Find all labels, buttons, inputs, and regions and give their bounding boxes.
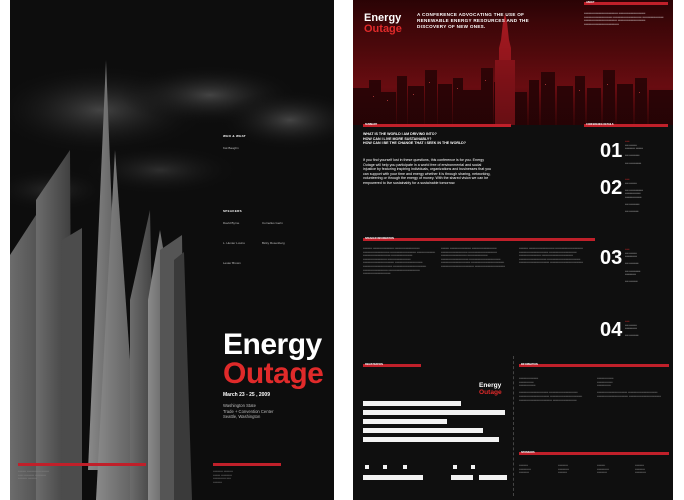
info-bar [519,364,669,367]
logo-line-energy: Energy [364,12,402,24]
schedule-block: ▪▪▪▪▪ ▪▪▪▪ ▪▪▪▪▪▪▪▪ ▪▪▪▪ ▪▪▪▪▪▪▪▪▪▪▪▪▪▪▪ ▪▪▪▪▪▪▪▪▪▪▪▪▪▪▪▪▪ ▪▪▪▪▪▪▪▪▪▪▪▪▪▪▪▪▪▪ ▪▪▪▪ ▪▪▪▪▪▪▪▪▪▪▪ ▪▪▪▪ ▪▪▪▪▪▪▪▪▪▪ [625,178,644,214]
day-number: 03 [600,247,623,269]
sponsor-entry: ▪▪▪▪▪▪▪▪▪▪▪ ▪▪▪▪▪▪▪▪▪▪▪▪ ▪▪▪▪▪▪▪▪▪▪ [558,464,570,475]
schedule-block: ▪▪▪▪▪ ▪▪▪▪ ▪▪▪▪▪▪▪▪ ▪▪▪▪▪▪▪▪▪▪▪▪▪ ▪▪▪▪ ▪▪▪▪▪▪▪▪▪▪ ▪▪▪▪ ▪▪▪▪▪▪▪▪▪▪▪▪ ▪▪▪▪▪▪▪▪▪▪▪▪ ▪▪▪▪ ▪▪▪▪▪▪▪▪▪ [625,248,641,284]
summary-label: SUMMARY [365,123,378,126]
title-line-outage: Outage [223,357,324,390]
registration-label: REGISTRATION [365,363,383,366]
venue-line: Trade + Convention Center [223,408,274,414]
reg-logo-line-outage: Outage [479,388,502,396]
skyscraper-artwork [10,0,334,500]
who-label: WHO & WHAT [223,134,246,138]
day-number: 02 [600,177,623,199]
form-checkbox[interactable] [471,465,475,469]
speaker-item: Cornelius Gerin [262,221,283,225]
question-line: HOW CAN I LIVE MORE SUSTAINABLY? [363,136,432,141]
speaker-item: Bicky Rosenberg [262,241,285,245]
sponsor-entry: ▪▪▪▪▪▪▪▪▪▪ ▪▪▪▪▪▪▪▪▪▪▪ ▪▪▪▪▪▪▪▪▪▪▪▪ [635,464,647,475]
speaker-item: Lester Brown [223,261,241,265]
event-date: March 23 - 25 , 2009 [223,392,270,398]
logo [364,13,402,35]
about-label: ABOUT [586,1,595,4]
info-text: ▪▪▪▪▪▪▪▪▪▪▪▪▪▪▪▪▪▪ ▪▪▪▪▪▪▪▪▪▪▪▪▪▪▪▪▪ ▪▪▪▪▪▪▪▪▪▪▪▪▪▪▪ ▪▪▪▪▪▪▪▪▪▪▪▪▪▪▪▪▪▪▪▪▪▪▪▪▪▪▪▪▪▪▪▪▪ ▪▪▪▪▪▪▪▪▪▪▪▪▪▪▪▪▪▪▪▪▪▪▪▪▪▪▪▪▪▪▪▪ ▪▪▪▪▪▪▪▪▪▪▪▪▪▪▪▪▪▪▪▪▪▪▪▪▪▪▪▪▪▪▪▪▪▪ ▪▪▪▪▪▪▪▪▪▪▪▪▪▪▪▪▪▪▪▪▪▪▪▪▪▪▪▪▪▪▪▪▪▪▪ [597,377,662,398]
about-text: ▪▪▪▪▪▪▪▪▪▪▪▪▪▪▪▪▪▪▪▪▪▪▪▪▪▪▪▪▪▪▪▪▪▪▪▪▪ ▪▪▪▪▪▪▪▪▪▪▪▪▪▪▪▪▪▪▪▪▪▪▪▪▪▪▪▪▪ ▪▪▪▪▪▪▪▪▪▪▪▪▪▪▪▪▪▪▪▪▪▪▪▪▪▪▪▪▪▪▪ ▪▪▪▪▪▪▪▪▪▪▪▪▪▪▪▪▪▪▪▪▪▪▪▪▪▪▪▪▪▪▪ ▪▪▪▪▪▪▪▪▪▪▪▪▪▪▪▪▪▪▪▪▪▪▪ ▪▪▪▪▪▪▪▪▪▪▪▪▪▪▪▪▪▪▪▪▪▪▪▪▪▪▪▪▪▪▪▪▪▪▪▪ ▪▪▪▪▪▪▪▪▪▪▪▪▪▪▪▪▪▪▪▪▪▪▪▪▪▪▪▪▪▪ ▪▪▪▪▪▪▪▪▪▪▪▪▪▪▪▪▪▪▪▪▪▪▪▪▪▪▪▪▪▪▪▪▪▪▪▪▪▪ [584,12,664,26]
footer-text: ▪▪▪▪▪▪▪▪▪▪▪ ▪▪▪▪▪▪▪▪▪▪ ▪▪▪▪▪▪▪▪ ▪▪▪▪▪▪▪▪▪▪▪▪ ▪▪▪▪▪▪▪▪▪▪▪▪▪▪ ▪▪▪▪▪ ▪▪▪▪▪▪▪▪▪▪ [213,470,234,484]
info-label: INFORMATION [521,363,538,366]
form-field[interactable] [363,419,447,424]
venue-line: Seattle, Washington [223,414,261,420]
tagline: A CONFERENCE ADVOCATING THE USE OF RENEWABLE ENERGY RESOURCES AND THE DISCOVERY OF NEW ONES. [417,12,530,29]
logo-line-outage: Outage [364,23,402,35]
cut-line [513,356,514,496]
intro-paragraph: If you find yourself lost in these questions, this conference is for you. Energy Outage will help you participate in a world free of environmental and social injustice by featuring inspiring individuals, organizations and businesses that you can support with your time and energy whether it is through sharing, networking, volunteering or through the energy of money. With the shared vision we can be empowered to live sustainably for a sustainable tomorrow. [363,158,492,185]
form-field[interactable] [363,475,423,480]
day-number: 01 [600,140,623,162]
event-venue [223,403,273,420]
summary-bar [363,124,511,127]
speaker-item: L. Hunter Lovins [223,241,245,245]
sponsor-entry: ▪▪▪▪▪▪▪▪▪ ▪▪▪▪▪▪▪▪▪▪▪▪▪ ▪▪▪▪▪▪▪▪▪▪▪ [597,464,609,475]
schedule-block: ▪▪▪▪▪ ▪▪▪▪ ▪▪▪▪▪▪▪▪ ▪▪▪▪▪▪▪▪▪▪▪ ▪▪▪▪▪▪▪▪ ▪▪▪▪ ▪▪▪▪▪▪▪▪▪▪▪ ▪▪▪▪ ▪▪▪▪▪▪▪▪▪▪▪▪▪ [625,140,644,165]
speaker-bio: ▪▪▪▪▪▪▪▪▪▪ ▪▪▪▪▪▪▪▪▪▪▪▪▪▪▪▪▪▪▪▪▪▪▪▪▪▪▪▪ ▪▪▪▪▪▪▪▪▪▪▪▪▪▪▪▪▪▪▪▪▪▪▪▪▪▪▪▪▪▪ ▪▪▪▪▪▪▪▪▪▪▪▪▪▪▪▪▪▪▪▪▪▪▪▪▪▪▪▪▪▪▪▪ ▪▪▪▪▪▪▪▪▪▪▪▪▪▪▪▪▪▪▪▪▪▪▪▪▪▪▪▪▪▪ ▪▪▪▪▪▪▪▪▪▪▪▪▪▪▪▪▪▪▪▪▪▪▪▪ ▪▪▪▪▪▪▪▪▪▪▪▪▪▪▪▪▪▪▪▪▪▪▪▪▪▪▪▪▪▪▪▪▪▪ ▪▪▪▪▪▪▪▪▪▪▪▪▪▪▪▪▪▪▪▪▪▪▪▪▪▪▪▪▪▪ ▪▪▪▪▪▪▪▪▪▪▪▪▪▪▪▪▪▪▪▪▪▪▪▪▪▪▪▪▪▪▪▪▪▪▪▪ ▪▪▪▪▪▪▪▪▪▪▪▪▪▪▪▪▪▪▪▪▪▪▪▪▪▪▪▪▪▪▪▪▪ ▪▪▪▪▪▪▪▪▪▪▪▪▪▪▪▪▪▪▪▪▪▪▪▪▪▪▪▪▪▪▪▪▪▪▪▪ [519,247,584,265]
speaker-bio: ▪▪▪▪▪▪▪▪▪▪ ▪▪▪▪▪▪▪▪▪▪▪▪▪▪▪▪▪▪▪▪▪▪▪ ▪▪▪▪▪▪▪▪▪▪▪▪▪▪▪▪▪▪▪▪▪▪▪▪▪▪▪ ▪▪▪▪▪▪▪▪▪▪▪▪▪▪▪▪▪▪▪▪▪▪▪▪▪▪▪▪▪ ▪▪▪▪▪▪▪▪▪▪▪▪▪▪▪▪▪▪▪▪▪▪▪▪▪▪▪▪ ▪▪▪▪▪▪▪▪▪▪▪▪▪▪▪▪▪▪▪▪ ▪▪▪▪▪▪▪▪▪▪▪▪▪▪▪▪▪▪▪▪▪▪▪▪▪▪▪▪▪▪ ▪▪▪▪▪▪▪▪▪▪▪▪▪▪▪▪▪▪▪▪▪▪▪ ▪▪▪▪▪▪▪▪▪▪▪▪▪▪▪▪▪▪▪▪▪▪▪▪▪▪ ▪▪▪▪▪▪▪▪▪▪▪▪▪▪▪▪▪▪▪▪▪▪▪▪▪ ▪▪▪▪▪▪▪▪▪▪▪▪▪▪▪▪▪▪▪▪▪▪▪▪▪▪▪▪▪▪▪▪▪▪ ▪▪▪▪▪▪▪▪▪▪▪▪▪▪▪▪▪▪▪▪▪▪▪▪▪▪▪▪▪▪ ▪▪▪▪▪▪▪▪▪▪▪▪▪▪▪▪▪▪▪▪▪▪▪▪▪▪▪▪▪▪▪▪ ▪▪▪▪▪▪▪▪▪▪▪▪▪▪▪▪▪▪▪▪▪▪▪▪▪▪▪▪▪▪▪▪▪▪▪▪ ▪▪▪▪▪▪▪▪▪▪▪▪▪▪▪▪▪▪▪▪▪▪▪▪▪▪▪ ▪▪▪▪▪▪▪▪▪▪▪▪▪▪▪▪▪▪▪▪▪▪▪▪▪▪▪▪▪▪▪▪▪▪ ▪▪▪▪▪▪▪▪▪▪▪▪▪▪▪▪▪▪▪▪▪▪▪▪▪▪▪▪▪▪ [363,247,436,276]
question-line: HOW CAN I BE THE CHANGE THAT I SEEK IN THE WORLD? [363,141,466,146]
speakers-label: SPEAKERS [223,209,242,213]
footer-bar-right [213,463,281,466]
question-line: WHAT IS THE WORLD I AM DRIVING INTO? [363,132,437,136]
form-field[interactable] [451,475,473,480]
footer-text: ▪▪▪▪▪▪▪▪▪ ▪▪▪▪▪▪▪▪▪▪▪▪▪▪▪ ▪▪▪▪▪▪▪▪ ▪▪▪▪▪▪ ▪▪▪▪▪▪▪▪▪▪▪ ▪▪▪▪▪▪▪▪▪▪▪▪ ▪▪▪▪▪▪▪▪▪▪ ▪▪▪▪▪▪▪▪▪▪ [18,470,49,481]
day-number: 04 [600,319,623,341]
form-field[interactable] [363,428,483,433]
info-text: ▪▪▪▪▪▪▪▪▪▪▪▪▪▪▪▪▪▪▪▪▪ ▪▪▪▪▪▪▪▪▪▪▪▪▪▪▪▪ ▪▪▪▪▪▪▪▪▪▪▪▪▪▪▪▪▪▪ ▪▪▪▪▪▪▪▪▪▪▪▪▪▪▪▪▪▪▪▪▪▪▪▪▪▪▪▪▪▪▪▪ ▪▪▪▪▪▪▪▪▪▪▪▪▪▪▪▪▪▪▪▪▪▪▪▪▪▪▪▪▪▪▪ ▪▪▪▪▪▪▪▪▪▪▪▪▪▪▪▪▪▪▪▪▪▪▪▪▪▪▪▪▪▪▪▪▪ ▪▪▪▪▪▪▪▪▪▪▪▪▪▪▪▪▪▪▪▪▪▪▪▪▪▪▪▪▪▪▪▪▪▪▪ ▪▪▪▪▪▪▪▪▪▪▪▪▪▪▪▪▪▪▪▪▪▪▪▪▪▪▪▪▪▪▪▪▪▪▪▪ ▪▪▪▪▪▪▪▪▪▪▪▪▪▪▪▪▪▪▪▪▪▪▪▪▪▪ [519,377,583,402]
about-bar [584,2,668,5]
speaker-bio: ▪▪▪▪▪▪▪▪▪ ▪▪▪▪▪▪▪▪▪▪▪▪▪▪▪▪▪▪▪▪▪▪▪ ▪▪▪▪▪▪▪▪▪▪▪▪▪▪▪▪▪▪▪▪▪▪▪▪▪▪▪ ▪▪▪▪▪▪▪▪▪▪▪▪▪▪▪▪▪▪▪▪▪▪▪▪▪▪▪▪▪ ▪▪▪▪▪▪▪▪▪▪▪▪▪▪▪▪▪▪▪▪▪▪▪▪▪▪▪▪▪▪▪ ▪▪▪▪▪▪▪▪▪▪▪▪▪▪▪▪▪▪▪▪▪▪▪▪▪▪▪▪ ▪▪▪▪▪▪▪▪▪▪▪▪▪▪▪▪▪▪▪▪▪▪ ▪▪▪▪▪▪▪▪▪▪▪▪▪▪▪▪▪▪▪▪▪▪▪▪▪▪▪▪▪▪ ▪▪▪▪▪▪▪▪▪▪▪▪▪▪▪▪▪▪▪▪▪▪▪▪▪▪▪▪▪▪▪▪▪▪ ▪▪▪▪▪▪▪▪▪▪▪▪▪▪▪▪▪▪▪▪▪▪▪▪▪▪▪▪▪▪▪▪ ▪▪▪▪▪▪▪▪▪▪▪▪▪▪▪▪▪▪▪▪▪▪▪▪▪▪▪▪▪▪▪▪▪▪▪▪ ▪▪▪▪▪▪▪▪▪▪▪▪▪▪▪▪▪▪▪▪▪▪▪▪▪▪▪▪▪▪▪▪▪▪▪▪ ▪▪▪▪▪▪▪▪▪▪▪▪▪▪▪▪▪▪▪▪▪▪▪▪▪▪▪▪▪▪▪▪▪ [441,247,506,268]
sponsor-entry: ▪▪▪▪▪▪▪▪▪▪ ▪▪▪▪▪▪▪▪▪▪▪▪▪ ▪▪▪▪▪▪▪▪▪▪▪ [519,464,531,475]
form-checkbox[interactable] [365,465,369,469]
speakers-bar [363,238,595,241]
poster-title [223,330,323,388]
title-line-energy: Energy [223,328,322,361]
form-checkbox[interactable] [403,465,407,469]
questions [363,132,466,146]
sponsors-label: SPONSORS [521,451,535,454]
poster-left [10,0,334,500]
footer-bar-left [18,463,146,466]
form-field[interactable] [363,401,461,406]
sponsors-bar [519,452,669,455]
reg-logo-line-energy: Energy [479,382,502,389]
speaker-item: David Byrne [223,221,240,225]
who-value: Kat Baughn [223,146,239,150]
venue-line: Washington State [223,403,256,408]
schedule-label: CONFERENCE DETAILS [586,123,614,126]
form-checkbox[interactable] [453,465,457,469]
form-field[interactable] [363,410,505,415]
poster-right [353,0,673,500]
form-checkbox[interactable] [383,465,387,469]
schedule-block: ▪▪▪▪▪ ▪▪▪▪ ▪▪▪▪▪▪▪▪ ▪▪▪▪▪▪▪▪▪▪▪▪▪ ▪▪▪▪ ▪▪▪▪▪▪▪▪▪▪ [625,320,639,338]
speakers-label: SPEAKER INFORMATION [365,237,394,240]
registration-logo [479,383,502,396]
form-field[interactable] [363,437,499,442]
form-field[interactable] [479,475,507,480]
